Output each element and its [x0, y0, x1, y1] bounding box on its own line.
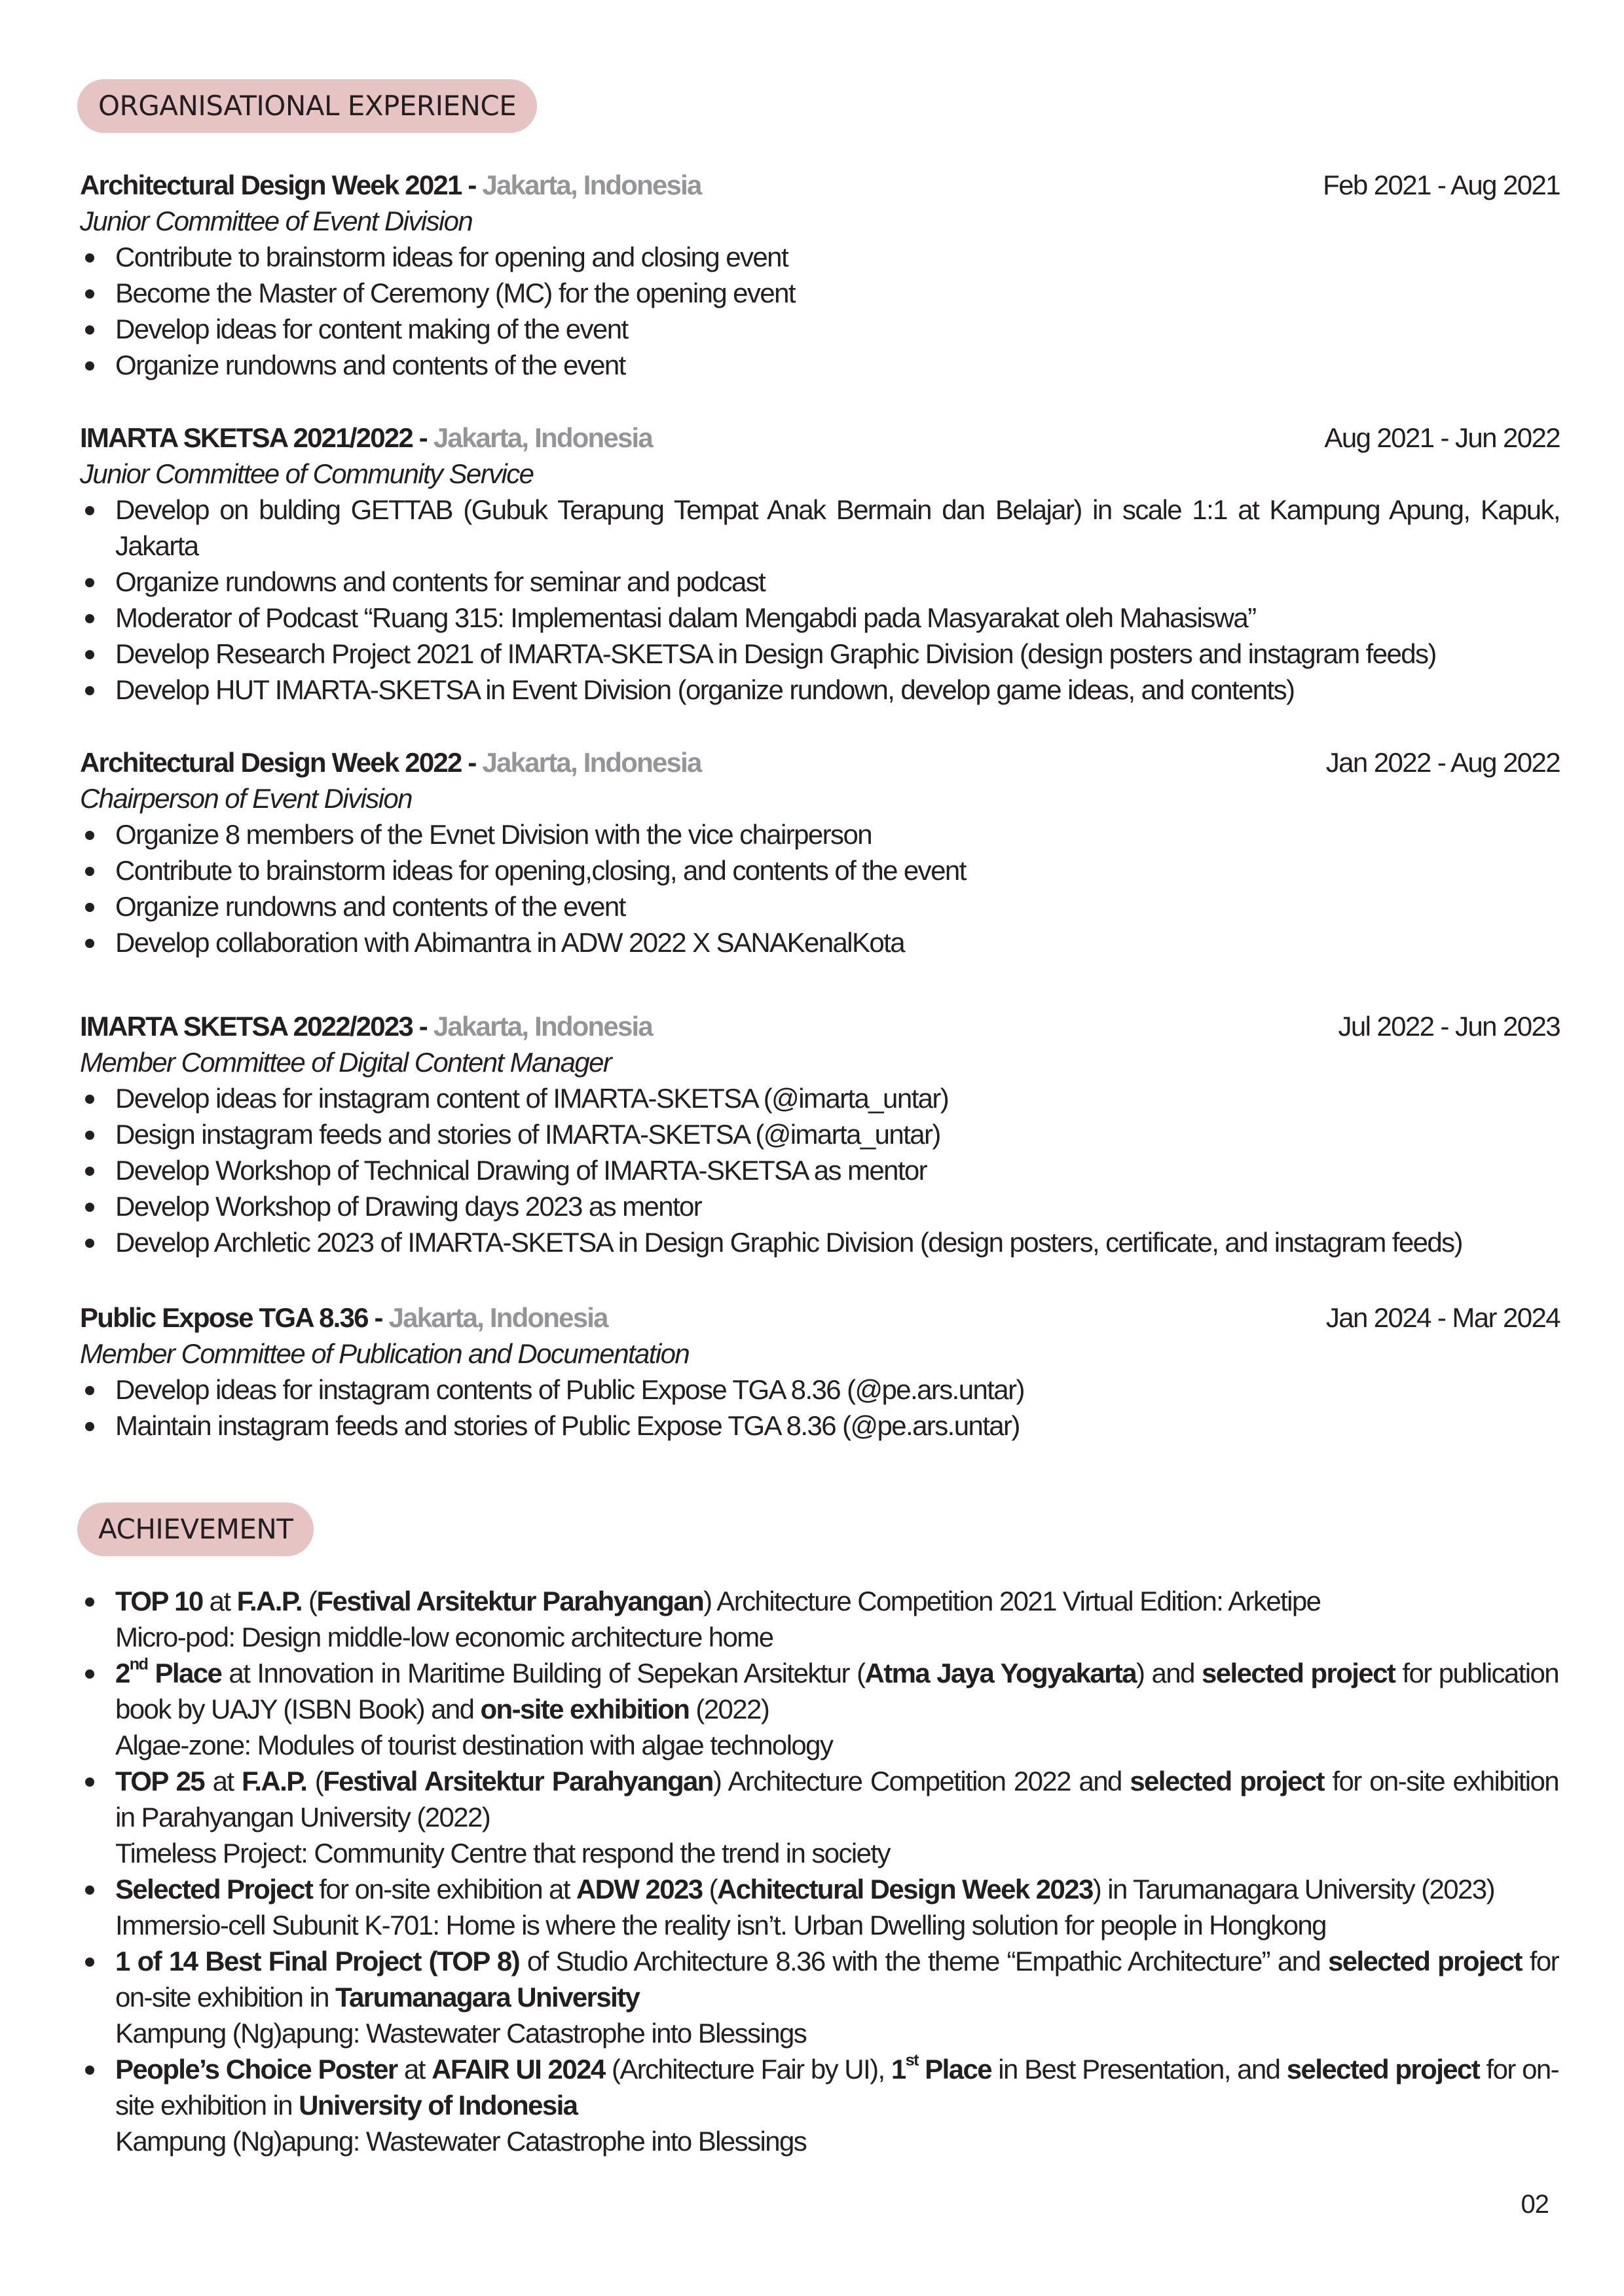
org-name: Public Expose TGA 8.36 - Jakarta, Indonesia — [80, 1302, 608, 1333]
achievement-item: TOP 10 at F.A.P. (Festival Arsitektur Parahyangan) Architecture Competition 2021 Virtual Edition: Arketipe Micro-pod: Design middle-low economic architecture home — [80, 1583, 1559, 1655]
bullet-item: Become the Master of Ceremony (MC) for the opening event — [80, 275, 1560, 311]
bullet-item: Develop Workshop of Drawing days 2023 as mentor — [80, 1188, 1560, 1224]
bullet-item: Organize rundowns and contents for seminar and podcast — [80, 564, 1560, 600]
bullet-item: Design instagram feeds and stories of IMARTA-SKETSA (@imarta_untar) — [80, 1116, 1560, 1152]
org-date: Jan 2024 - Mar 2024 — [1325, 1302, 1560, 1333]
page-number: 02 — [1521, 2190, 1549, 2219]
org-location: Jakarta, Indonesia — [388, 1302, 608, 1333]
org-location: Jakarta, Indonesia — [482, 170, 701, 200]
achievement-project: Kampung (Ng)apung: Wastewater Catastrophe into Blessings — [115, 2126, 807, 2157]
org-entry — [80, 1300, 1560, 1444]
bullet-item: Develop Archletic 2023 of IMARTA-SKETSA in Design Graphic Division (design posters, certificate, and instagram feeds) — [80, 1224, 1560, 1260]
achievement-project: Algae-zone: Modules of tourist destination with algae technology — [115, 1730, 833, 1760]
achievement-project: Micro-pod: Design middle-low economic architecture home — [115, 1622, 773, 1652]
org-location: Jakarta, Indonesia — [482, 747, 701, 778]
bullet-item: Develop HUT IMARTA-SKETSA in Event Division (organize rundown, develop game ideas, and contents) — [80, 672, 1560, 708]
org-date: Jul 2022 - Jun 2023 — [1338, 1011, 1560, 1042]
bullet-item: Develop on bulding GETTAB (Gubuk Terapung Tempat Anak Bermain dan Belajar) in scale 1:1 at Kampung Apung, Kapuk, Jakarta — [80, 492, 1560, 564]
org-name: IMARTA SKETSA 2022/2023 - Jakarta, Indonesia — [80, 1011, 652, 1042]
org-location: Jakarta, Indonesia — [433, 1011, 652, 1042]
org-role: Member Committee of Digital Content Manager — [80, 1047, 612, 1078]
bullet-item: Develop ideas for instagram contents of Public Expose TGA 8.36 (@pe.ars.untar) — [80, 1372, 1560, 1408]
org-location: Jakarta, Indonesia — [433, 422, 652, 453]
org-name: Architectural Design Week 2022 - Jakarta, Indonesia — [80, 747, 701, 778]
bullet-item: Maintain instagram feeds and stories of Public Expose TGA 8.36 (@pe.ars.untar) — [80, 1408, 1560, 1444]
bullet-item: Develop ideas for content making of the event — [80, 311, 1560, 347]
achievement-list — [80, 1583, 1559, 2159]
org-date: Jan 2022 - Aug 2022 — [1325, 747, 1560, 778]
achievement-item: Selected Project for on-site exhibition at ADW 2023 (Achitectural Design Week 2023) in Tarumanagara University (2023) Immersio-cell Subunit K-701: Home is where the reality isn’t. Urban Dwelling solution for people in Hongkong — [80, 1871, 1559, 1943]
org-date: Feb 2021 - Aug 2021 — [1323, 170, 1560, 200]
org-role: Junior Committee of Community Service — [80, 458, 534, 489]
org-entry — [80, 1008, 1560, 1260]
org-entry — [80, 420, 1560, 708]
bullet-item: Develop Research Project 2021 of IMARTA-SKETSA in Design Graphic Division (design posters and instagram feeds) — [80, 636, 1560, 672]
org-entry — [80, 167, 1560, 383]
section-title-achievement: ACHIEVEMENT — [77, 1503, 314, 1556]
org-role: Junior Committee of Event Division — [80, 206, 473, 236]
org-entry — [80, 744, 1560, 960]
bullet-item: Organize 8 members of the Evnet Division with the vice chairperson — [80, 816, 1560, 852]
org-name: Architectural Design Week 2021 - Jakarta, Indonesia — [80, 170, 701, 200]
achievement-item: People’s Choice Poster at AFAIR UI 2024 (Architecture Fair by UI), 1st Place in Best Presentation, and selected project for on-site exhibition in University of Indonesia Kampung (Ng)apung: Wastewater Catastrophe into Blessings — [80, 2051, 1559, 2159]
achievement-item: TOP 25 at F.A.P. (Festival Arsitektur Parahyangan) Architecture Competition 2022 and selected project for on-site exhibition in Parahyangan University (2022) Timeless Project: Community Centre that respond the trend in society — [80, 1763, 1559, 1871]
bullet-item: Organize rundowns and contents of the event — [80, 347, 1560, 383]
bullet-item: Contribute to brainstorm ideas for opening,closing, and contents of the event — [80, 852, 1560, 888]
bullet-item: Develop ideas for instagram content of IMARTA-SKETSA (@imarta_untar) — [80, 1080, 1560, 1116]
bullet-item: Develop Workshop of Technical Drawing of IMARTA-SKETSA as mentor — [80, 1152, 1560, 1188]
achievement-project: Kampung (Ng)apung: Wastewater Catastrophe into Blessings — [115, 2018, 807, 2049]
org-name: IMARTA SKETSA 2021/2022 - Jakarta, Indonesia — [80, 422, 652, 453]
bullet-item: Develop collaboration with Abimantra in ADW 2022 X SANAKenalKota — [80, 924, 1560, 960]
bullet-item: Contribute to brainstorm ideas for opening and closing event — [80, 239, 1560, 275]
achievement-project: Timeless Project: Community Centre that respond the trend in society — [115, 1838, 890, 1868]
org-date: Aug 2021 - Jun 2022 — [1324, 422, 1560, 453]
org-role: Member Committee of Publication and Documentation — [80, 1338, 690, 1369]
org-role: Chairperson of Event Division — [80, 783, 412, 814]
achievement-item: 2nd Place at Innovation in Maritime Building of Sepekan Arsitektur (Atma Jaya Yogyakarta) and selected project for publication book by UAJY (ISBN Book) and on-site exhibition (2022) Algae-zone: Modules of tourist destination with algae technology — [80, 1655, 1559, 1763]
section-title-organisational-experience: ORGANISATIONAL EXPERIENCE — [77, 79, 537, 133]
achievement-project: Immersio-cell Subunit K-701: Home is where the reality isn’t. Urban Dwelling solution for people in Hongkong — [115, 1910, 1326, 1941]
bullet-item: Organize rundowns and contents of the event — [80, 888, 1560, 924]
achievement-item: 1 of 14 Best Final Project (TOP 8) of Studio Architecture 8.36 with the theme “Empathic Architecture” and selected project for on-site exhibition in Tarumanagara University Kampung (Ng)apung: Wastewater Catastrophe into Blessings — [80, 1943, 1559, 2051]
bullet-item: Moderator of Podcast “Ruang 315: Implementasi dalam Mengabdi pada Masyarakat oleh Mahasiswa” — [80, 600, 1560, 636]
